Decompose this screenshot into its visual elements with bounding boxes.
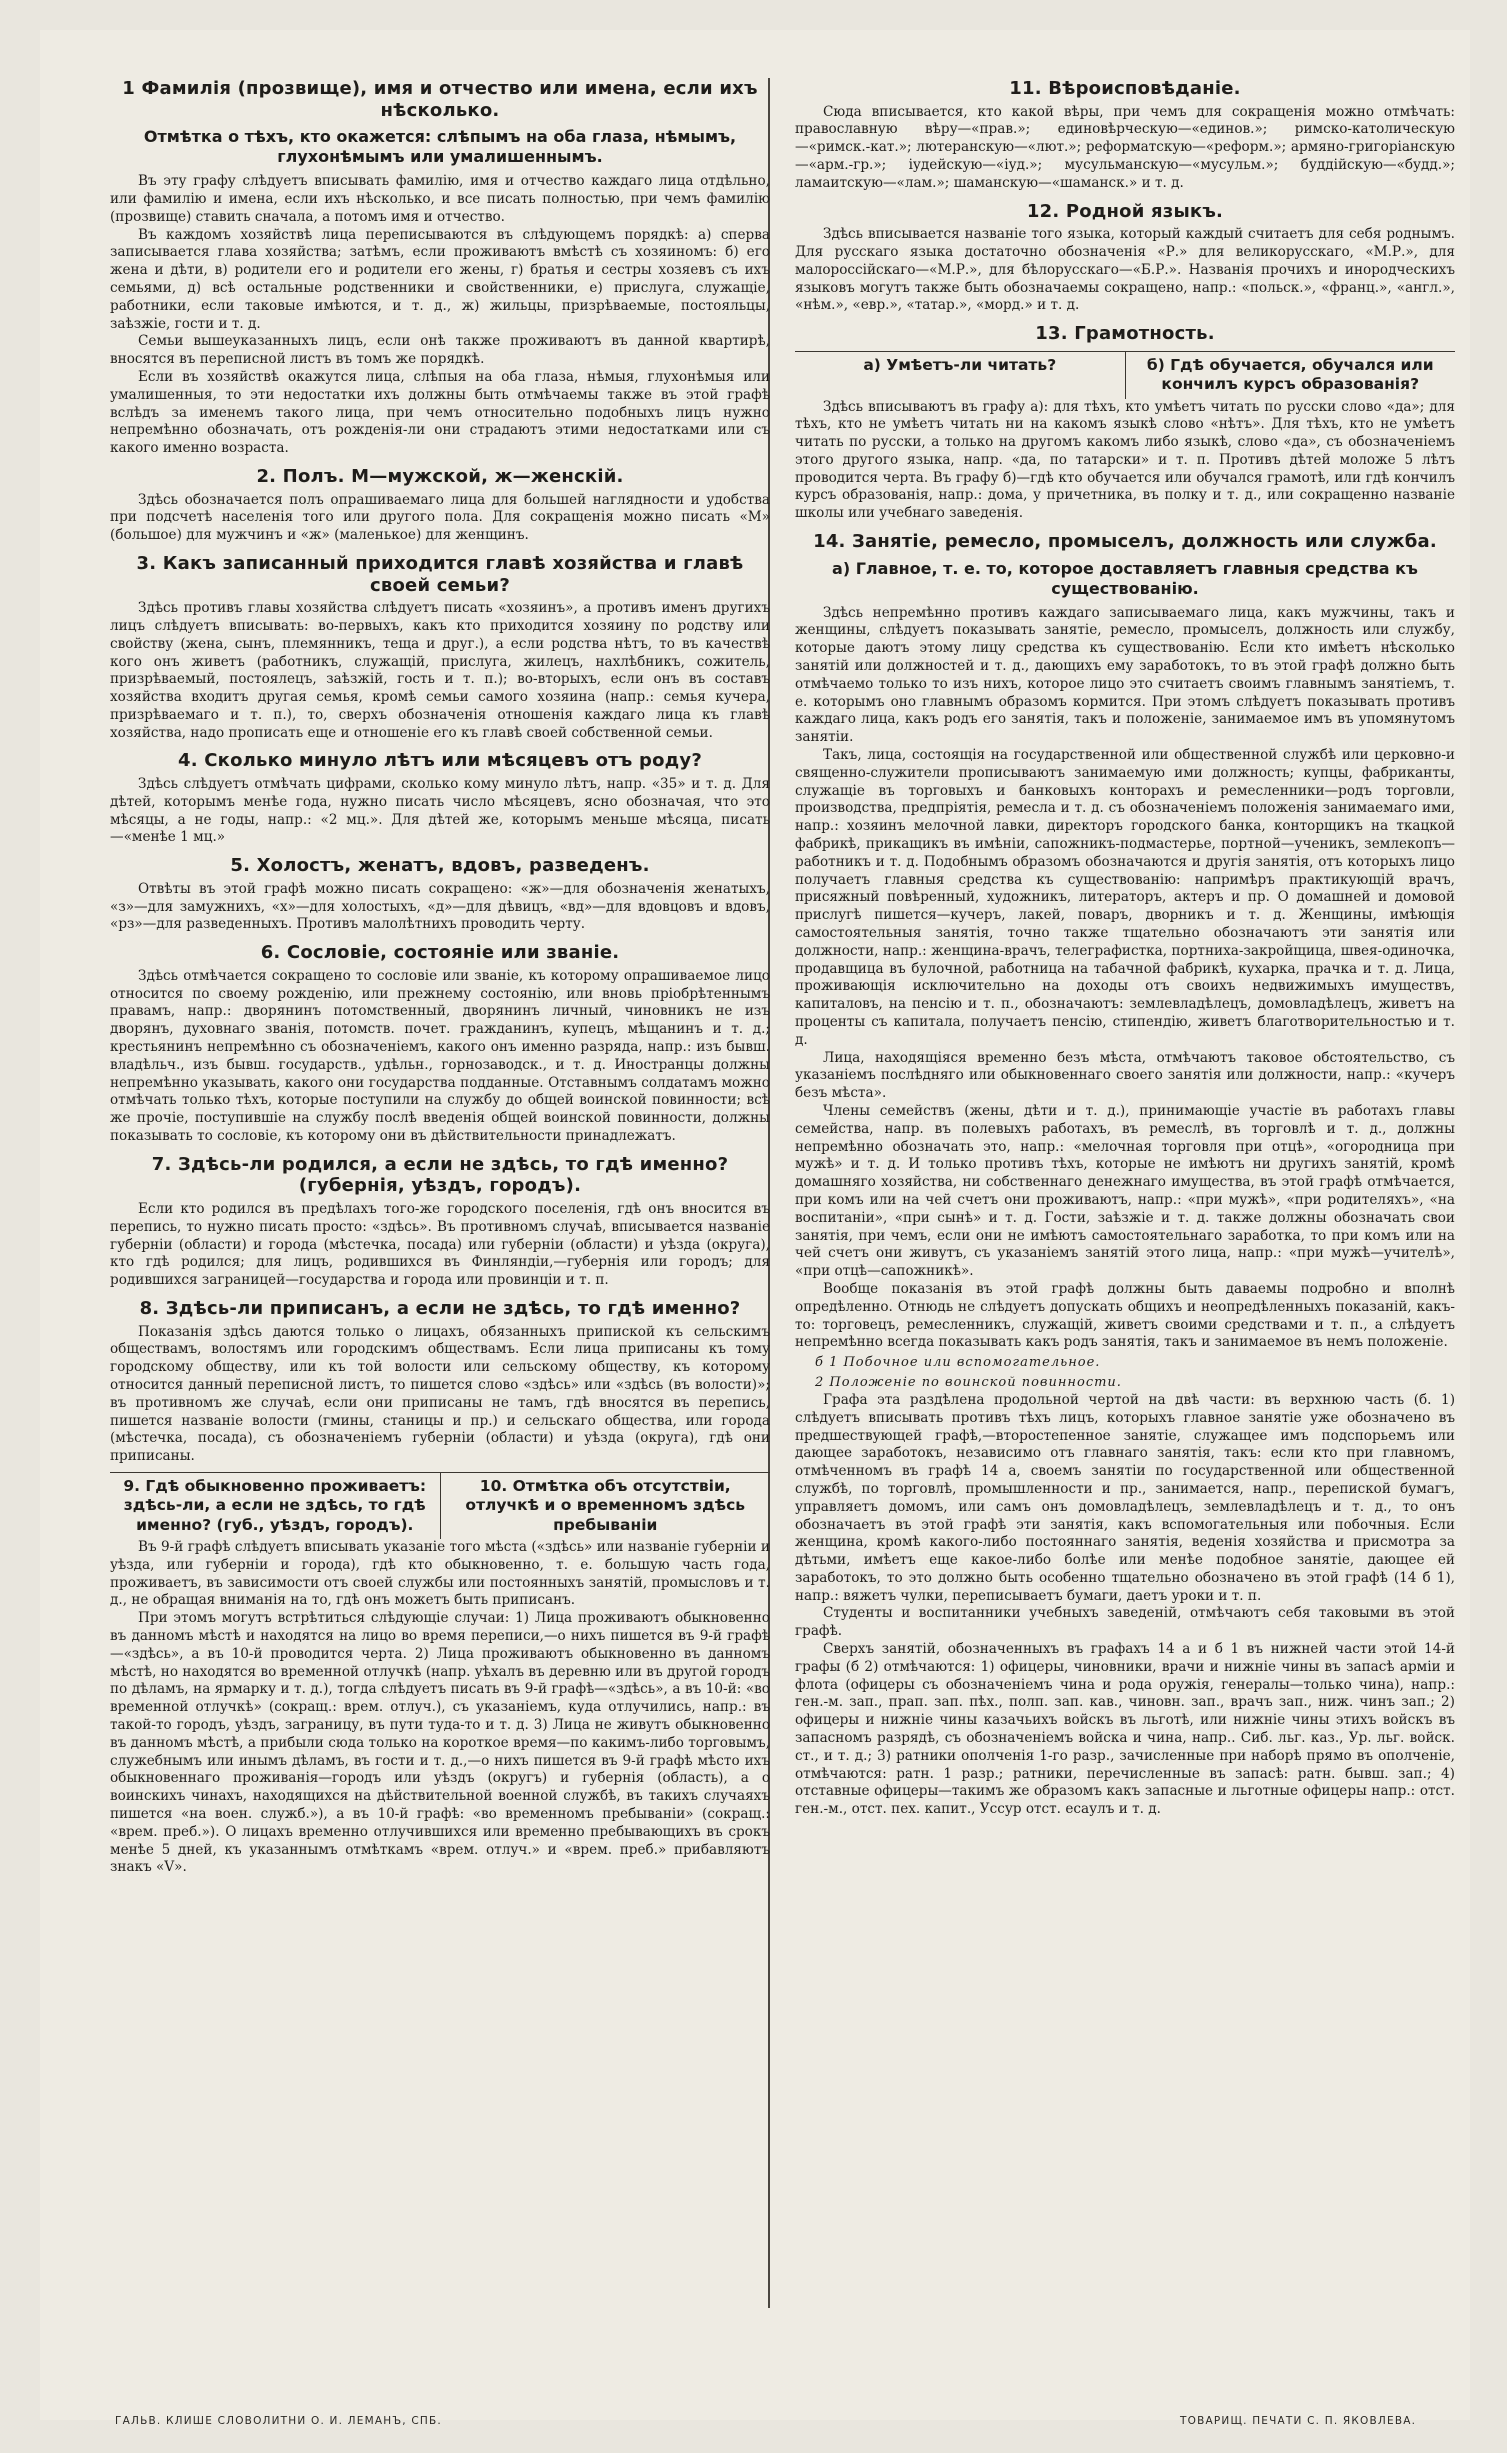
footer-right: ТОВАРИЩ. ПЕЧАТИ С. П. ЯКОВЛЕВА.	[1180, 2415, 1417, 2427]
s8-title: 8. Здѣсь-ли приписанъ, а если не здѣсь, то гдѣ именно?	[139, 1297, 741, 1319]
s5-p1: Отвѣты въ этой графѣ можно писать сокращено: «ж»—для обозначенія женатыхъ, «з»—для замужнихъ, «х»—для холостыхъ, «д»—для дѣвицъ, «вд»—для вдовцовъ и вдовъ, «рз»—для разведенныхъ. Противъ малолѣтнихъ проводить черту.	[110, 880, 770, 933]
s1-p4: Если въ хозяйствѣ окажутся лица, слѣпыя на оба глаза, нѣмыя, глухонѣмыя или умалишенныя, то эти недостатки ихъ должны быть отмѣчаемы также въ этой графѣ вслѣдъ за именемъ такого лица, при чемъ относительно подобныхъ лицъ нужно непремѣнно обозначать, отъ рожденія-ли они страдаютъ этими недостатками или съ какого именно возраста.	[110, 368, 770, 457]
s13-header	[795, 351, 1455, 399]
s1-p3: Семьи вышеуказанныхъ лицъ, если онѣ также проживаютъ въ данной квартирѣ, вносятся въ переписной листъ въ томъ же порядкѣ.	[110, 333, 770, 368]
s14-p7: Студенты и воспитанники учебныхъ заведеній, отмѣчаютъ себя таковыми въ этой графѣ.	[795, 1605, 1455, 1640]
s5-title: 5. Холостъ, женатъ, вдовъ, разведенъ.	[230, 855, 650, 877]
footer-left: ГАЛЬВ. КЛИШЕ СЛОВОЛИТНИ О. И. ЛЕМАНЪ, СПБ.	[115, 2415, 442, 2427]
s2-title: 2. Полъ. М—мужской, ж—женскій.	[256, 465, 624, 487]
s13-p1: Здѣсь вписываютъ въ графу а): для тѣхъ, кто умѣетъ читать по русски слово «да»; для тѣхъ, кто не умѣетъ читать ни на какомъ языкѣ слово «нѣтъ». Для тѣхъ, кто не умѣетъ читать по русски, а только на другомъ какомъ либо языкѣ, слово «да», съ обозначеніемъ этого другого языка, напр. «да, по татарски» и т. п. Противъ дѣтей моложе 5 лѣтъ проводится черта. Въ графу б)—гдѣ кто обучается или обучался грамотѣ, или гдѣ кончилъ курсъ образованія, напр.: дома, у причетника, въ полку и т. д., или сокращенно названіе школы или учебнаго заведенія.	[795, 398, 1455, 522]
s6-p1: Здѣсь отмѣчается сокращено то сословіе или званіе, къ которому опрашиваемое лицо относится по своему рожденію, или прежнему состоянію, или вновь пріобрѣтеннымъ правамъ, напр.: дворянинъ потомственный, дворянинъ личный, чиновникъ не изъ дворянъ, духовнаго званія, потомств. почет. гражданинъ, купецъ, мѣщанинъ и т. д.; крестьянинъ непремѣнно съ обозначеніемъ, какого онъ именно разряда, напр.: изъ бывш. владѣльч., изъ бывш. государств., удѣльн., горнозаводск., и т. д. Иностранцы должны непремѣнно указывать, какого они государства подданные. Отставнымъ солдатамъ можно отмѣчать только тѣхъ, которые поступили на службу до общей воинской повинности; всѣ же прочіе, поступившіе на службу послѣ введенія общей воинской повинности, должны показывать то сословіе, къ которому они въ дѣйствительности принадлежатъ.	[110, 967, 770, 1145]
s11-title: 11. Вѣроисповѣданіе.	[1009, 78, 1241, 99]
s9-title: 9. Гдѣ обыкновенно проживаетъ: здѣсь-ли, а если не здѣсь, то гдѣ именно? (губ., уѣздъ, городъ).	[123, 1476, 427, 1534]
s1-p2: Въ каждомъ хозяйствѣ лица переписываются въ слѣдующемъ порядкѣ: а) сперва записывается глава хозяйства; затѣмъ, если проживаютъ вмѣстѣ съ хозяиномъ: б) его жена и дѣти, в) родители его и родители его жены, г) братья и сестры хозяевъ съ ихъ семьями, д) всѣ остальные родственники и свойственники, е) прислуга, служащіе, работники, если таковые имѣются, и т. д., ж) жильцы, призрѣваемые, постояльцы, заѣзжіе, гости и т. д.	[110, 226, 770, 332]
page-sheet	[40, 30, 1470, 2427]
s9-p1: Въ 9-й графѣ слѣдуетъ вписывать указаніе того мѣста («здѣсь» или названіе губерніи и уѣзда, или губерніи и города), гдѣ кто обыкновенно, т. е. большую часть года, проживаетъ, въ зависимости отъ своей службы или постоянныхъ занятій, промысловъ и т. д., не обращая вниманія на то, гдѣ онъ можетъ быть приписанъ.	[110, 1539, 770, 1609]
s6-title: 6. Сословіе, состояніе или званіе.	[260, 942, 620, 964]
s14-p8: Сверхъ занятій, обозначенныхъ въ графахъ 14 а и б 1 въ нижней части этой 14-й графы (б 2) отмѣчаются: 1) офицеры, чиновники, врачи и нижніе чины въ запасѣ арміи и флота (офицеры съ обозначеніемъ чина и рода оружія, генералы—только чина), напр.: ген.-м. зап., прап. зап. пѣх., полп. зап. кав., чиновн. зап., врачъ зап., ниж. чинъ зап.; 2) офицеры и нижніе чины казачьихъ войскъ въ льготѣ, или нижніе чины этихъ войскъ въ запасномъ разрядѣ, съ обозначеніемъ войска и чина, напр.. Сиб. льг. каз., Ур. льг. войск. ст., и т. д.; 3) ратники ополченія 1-го разр., зачисленные при наборѣ прямо въ ополченіе, отмѣчаются: ратн. 1 разр.; ратники, перечисленные въ запасѣ: ратн. бывш. зап.; 4) отставные офицеры—такимъ же образомъ какъ запасные и льготные офицеры напр.: отст. ген.-м., отст. пех. капит., Уссур отст. есаулъ и т. д.	[795, 1641, 1455, 1818]
s14-p6: Графа эта раздѣлена продольной чертой на двѣ части: въ верхнюю часть (б. 1) слѣдуетъ вписывать противъ тѣхъ лицъ, которыхъ главное занятіе уже обозначено въ предшествующей графѣ,—второстепенное занятіе, служащее имъ подспорьемъ или дающее заработокъ, независимо отъ главнаго занятія, такъ: если кто при главномъ, отмѣченномъ въ графѣ 14 а, своемъ занятіи по государственной или общественной службѣ, по торговлѣ, промышленности и пр., занимается, напр., перепиской бумагъ, управляетъ домомъ, или самъ онъ домовладѣлецъ, землевладѣлецъ и т. д., то онъ обозначаетъ въ этой графѣ эти занятія, какъ вспомогательныя или побочныя. Если женщина, кромѣ какого-либо постояннаго занятія, веденія хозяйства и присмотра за дѣтьми, имѣетъ еще какое-либо болѣе или менѣе подобное занятіе, дающее ей заработокъ, то это должно быть особенно тщательно обозначено въ этой графѣ (14 б 1), напр.: вяжетъ чулки, переписываетъ бумаги, даетъ уроки и т. п.	[795, 1391, 1455, 1604]
left-column	[110, 70, 770, 2300]
s12-p1: Здѣсь вписывается названіе того языка, который каждый считаетъ для себя роднымъ. Для русскаго языка достаточно обозначенія «Р.» для великорусскаго, «М.Р.», для малороссійскаго—«М.Р.», для бѣлорусскаго—«Б.Р.». Названія прочихъ и инородческихъ языковъ могутъ также быть обозначаемы сокращено, напр.: «польск.», «франц.», «англ.», «нѣм.», «евр.», «татар.», «морд.» и т. д.	[795, 226, 1455, 314]
s7-p1: Если кто родился въ предѣлахъ того-же городского поселенія, гдѣ онъ вносится въ перепись, то нужно писать просто: «здѣсь». Въ противномъ случаѣ, вписывается названіе губерніи (области) и города (мѣстечка, посада) или губерніи (области) и уѣзда (округа), кто гдѣ родился; для лицъ, родившихся въ Финляндіи,—губернія или городъ; для родившихся заграницей—государства и города или провинціи и т. п.	[110, 1201, 770, 1289]
s1-note: Отмѣтка о тѣхъ, кто окажется: слѣпымъ на оба глаза, нѣмымъ, глухонѣмымъ или умалишеннымъ.	[143, 127, 737, 167]
s14-p2: Такъ, лица, состоящія на государственной или общественной службѣ или церковно-и священно-служители прописываютъ занимаемую ими должность; купцы, фабриканты, служащіе въ торговыхъ и банковыхъ конторахъ и ремесленники—родъ торговли, производства, предпріятія, ремесла и т. д. съ обозначеніемъ положенія занимаемаго ими, напр.: хозяинъ мелочной лавки, директоръ городского банка, конторщикъ на ткацкой фабрикѣ, прикащикъ въ имѣніи, сапожникъ-подмастерье, портной—ученикъ, землекопъ—работникъ и т. д. Подобнымъ образомъ обозначаются и другія занятія, отъ которыхъ лицо получаетъ главныя средства къ существованію: напримѣръ практикующій врачъ, присяжный повѣренный, художникъ, литераторъ, актеръ и пр. О домашней и домовой прислугѣ пишется—кучеръ, лакей, поваръ, дворникъ и т. д. Женщины, имѣющія самостоятельныя занятія, точно также тщательно обозначаютъ эти занятія или должности, напр.: женщина-врачъ, телеграфистка, портниха-закройщица, швея-одиночка, продавщица въ булочной, работница на табачной фабрикѣ, кухарка, прачка и т. д. Лица, проживающія исключительно на доходы отъ своихъ недвижимыхъ имуществъ, капиталовъ, на пенсію и т. п., обозначаютъ: землевладѣлецъ, домовладѣлецъ, живетъ на проценты съ капитала, получаетъ пенсію, стипендію, живетъ благотворительностью и т. д.	[795, 747, 1455, 1048]
s2-p1: Здѣсь обозначается полъ опрашиваемаго лица для большей наглядности и удобства при подсчетѣ населенія того или другого пола. Для сокращенія можно писать «М» (большое) для мужчинъ и «ж» (маленькое) для женщинъ.	[110, 491, 770, 544]
s14-p4: Члены семействъ (жены, дѣти и т. д.), принимающіе участіе въ работахъ главы семейства, напр. въ полевыхъ работахъ, въ ремеслѣ, въ торговлѣ и т. д., должны непремѣнно обозначать это, напр.: «мелочная торговля при отцѣ», «огородница при мужѣ» и т. д. И только противъ тѣхъ, которые не имѣютъ ни другихъ занятій, кромѣ домашняго хозяйства, ни собственнаго денежнаго имущества, въ этой графѣ отмѣчается, при комъ или на чей счетъ они проживаютъ, напр.: «при мужѣ», «при родителяхъ», «на воспитаніи», «при сынѣ» и т. д. Гости, заѣзжіе и т. д. также должны обозначать свои занятія, при чемъ, если они не имѣютъ самостоятельнаго заработка, то при комъ или на чей счетъ они живутъ, съ указаніемъ занятій этого лица, напр.: «при мужѣ—учителѣ», «при отцѣ—сапожникѣ».	[795, 1102, 1455, 1280]
right-column	[795, 70, 1455, 2300]
s1-title: 1 Фамилія (прозвище), имя и отчество или имена, если ихъ нѣсколько.	[122, 78, 758, 121]
s13-b: б) Гдѣ обучается, обучался или кончилъ курсъ образованія?	[1125, 352, 1456, 399]
s14-p3: Лица, находящіяся временно безъ мѣста, отмѣчаютъ таковое обстоятельство, съ указаніемъ послѣдняго или обыкновеннаго своего занятія или должности, напр.: «кучеръ безъ мѣста».	[795, 1049, 1455, 1102]
s14-p1: Здѣсь непремѣнно противъ каждаго записываемаго лица, какъ мужчины, такъ и женщины, слѣдуетъ показывать занятіе, ремесло, промыселъ, должность или службу, которые даютъ этому лицу средства къ существованію. Если кто имѣетъ нѣсколько занятій или должностей и т. д., дающихъ ему заработокъ, то въ этой графѣ должно быть отмѣчаемо только то изъ нихъ, которое лицо это считаетъ своимъ главнымъ занятіемъ, т. е. которымъ оно главнымъ образомъ кормится. При этомъ слѣдуетъ показывать противъ каждаго лица, какъ родъ его занятія, такъ и положеніе, занимаемое имъ въ упомянутомъ занятіи.	[795, 604, 1455, 746]
s11-p1: Сюда вписывается, кто какой вѣры, при чемъ для сокращенія можно отмѣчать: православную вѣру—«прав.»; единовѣрческую—«единов.»; римско-католическую—«римск.-кат.»; лютеранскую—«лют.»; реформатскую—«реформ.»; армяно-григоріанскую—«арм.-гр.»; іудейскую—«іуд.»; мусульманскую—«мусульм.»; буддійскую—«будд.»; ламаитскую—«лам.»; шаманскую—«шаманск.» и т. д.	[795, 103, 1455, 191]
s4-title: 4. Сколько минуло лѣтъ или мѣсяцевъ отъ роду?	[178, 750, 702, 772]
s4-p1: Здѣсь слѣдуетъ отмѣчать цифрами, сколько кому минуло лѣтъ, напр. «35» и т. д. Для дѣтей, которымъ менѣе года, нужно писать число мѣсяцевъ, ясно обозначая, что это мѣсяцы, а не годы, напр.: «2 мц.». Для дѣтей же, которымъ меньше мѣсяца, писать—«менѣе 1 мц.»	[110, 776, 770, 846]
s9-p2: При этомъ могутъ встрѣтиться слѣдующіе случаи: 1) Лица проживаютъ обыкновенно въ данномъ мѣстѣ и находятся на лицо во время переписи,—о нихъ пишется въ 9-й графѣ—«здѣсь», а въ 10-й проводится черта. 2) Лица проживаютъ обыкновенно въ данномъ мѣстѣ, но находятся во временной отлучкѣ (напр. уѣхалъ въ деревню или въ другой городъ по дѣламъ, на ярмарку и т. д.), тогда слѣдуетъ писать въ 9-й графѣ—«здѣсь», а въ 10-й: «во временной отлучкѣ» (сокращ.: врем. отлуч.), съ указаніемъ, куда отлучились, напр.: въ такой-то городъ, уѣздъ, заграницу, въ пути туда-то и т. д. 3) Лица не живутъ обыкновенно въ данномъ мѣстѣ, а прибыли сюда только на короткое время—по какимъ-либо торговымъ, служебнымъ или инымъ дѣламъ, въ гости и т. д.,—о нихъ пишется въ 9-й графѣ мѣсто ихъ обыкновеннаго проживанія—городъ или уѣздъ (округъ) и губернія (область), а о воинскихъ чинахъ, находящихся на дѣйствительной военной службѣ, въ такихъ случаяхъ пишется «на воен. служб.»), а въ 10-й графѣ: «во временномъ пребываніи» (сокращ.: «врем. преб.»). О лицахъ временно отлучившихся или временно пребывающихъ въ срокъ менѣе 5 дней, къ указаннымъ отмѣткамъ «врем. отлуч.» и «врем. преб.» прибавляютъ знакъ «V».	[110, 1610, 770, 1876]
s3-title: 3. Какъ записанный приходится главѣ хозяйства и главѣ своей семьи?	[136, 552, 744, 596]
s8-p1: Показанія здѣсь даются только о лицахъ, обязанныхъ припиской къ сельскимъ обществамъ, волостямъ или городскимъ обществамъ. Если лица приписаны къ тому городскому обществу, или къ той волости или сельскому обществу, къ которому относится данный переписной листъ, то пишется слово «здѣсь» или «здѣсь (въ волости)»; въ противномъ же случаѣ, если они приписаны не тамъ, гдѣ вносятся въ перепись, пишется названіе волости (гмины, станицы и пр.) и сельскаго общества, или города (мѣстечка, посада), съ обозначеніемъ губерніи (области) и уѣзда (округа), гдѣ они приписаны.	[110, 1323, 770, 1465]
s14-b2: 2 Положеніе по воинской повинности.	[815, 1375, 1122, 1391]
s3-p1: Здѣсь противъ главы хозяйства слѣдуетъ писать «хозяинъ», а противъ именъ другихъ лицъ слѣдуетъ вписывать: во-первыхъ, какъ кто приходится хозяину по родству или свойству (жена, сынъ, племянникъ, теща и друг.), а если родства нѣтъ, то въ качествѣ кого онъ живетъ (работникъ, служащій, прислуга, жилецъ, нахлѣбникъ, сожитель, призрѣваемый, постоялецъ, заѣзжій, гость и т. п.); во-вторыхъ, если онъ въ составъ хозяйства входитъ другая семья, кромѣ семьи самого хозяина (напр.: семья кучера, призрѣваемаго и т. п.), то, сверхъ обозначенія отношенія каждаго лица къ главѣ хозяйства, надо прописать еще и отношеніе его къ главѣ своей собственной семьи.	[110, 600, 770, 741]
s13-title: 13. Грамотность.	[1035, 323, 1215, 345]
s14-p5: Вообще показанія въ этой графѣ должны быть даваемы подробно и вполнѣ опредѣленно. Отнюдь не слѣдуетъ допускать общихъ и неопредѣленныхъ показаній, какъ-то: торговецъ, ремесленникъ, служащій, живетъ своими средствами и т. п., а слѣдуетъ непремѣнно всегда показывать какъ родъ занятія, такъ и занимаемое въ немъ положеніе.	[795, 1280, 1455, 1351]
s14-title: 14. Занятіе, ремесло, промыселъ, должность или служба.	[813, 531, 1437, 553]
s7-title: 7. Здѣсь-ли родился, а если не здѣсь, то гдѣ именно? (губернія, уѣздъ, городъ).	[151, 1153, 729, 1197]
s12-title: 12. Родной языкъ.	[1026, 200, 1224, 222]
s14-b1: б 1 Побочное или вспомогательное.	[815, 1355, 1101, 1371]
s13-a: а) Умѣетъ-ли читать?	[863, 355, 1057, 374]
s1-p1: Въ эту графу слѣдуетъ вписывать фамилію, имя и отчество каждаго лица отдѣльно, или фамилію и имена, если ихъ нѣсколько, и все писать полностью, при чемъ фамилію (прозвище) ставить сначала, а потомъ имя и отчество.	[110, 173, 770, 225]
s14-a: а) Главное, т. е. то, которое доставляетъ главныя средства къ существованію.	[832, 558, 1418, 598]
s9-s10-header	[110, 1472, 770, 1539]
s10-title: 10. Отмѣтка объ отсутствіи, отлучкѣ и о временномъ здѣсь пребываніи	[440, 1473, 771, 1539]
